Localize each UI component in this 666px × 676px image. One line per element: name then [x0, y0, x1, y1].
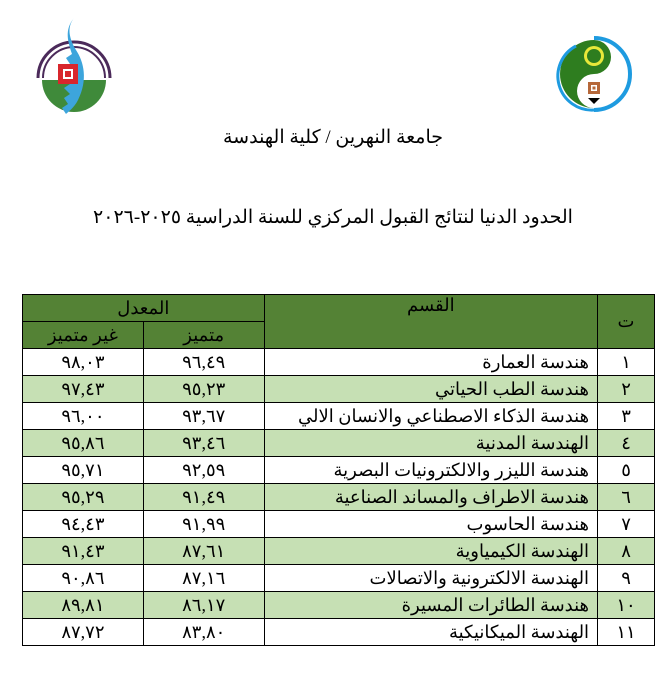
table-row: [23, 619, 655, 646]
row-index: ٦: [598, 484, 655, 511]
row-index: ٢: [598, 376, 655, 403]
row-distinguished-rate: ٩١,٤٩: [143, 484, 264, 511]
row-department: هندسة الحاسوب: [264, 511, 597, 538]
admission-table: [22, 294, 655, 646]
row-distinguished-rate: ٨٦,١٧: [143, 592, 264, 619]
table-row: [23, 565, 655, 592]
header-department: القسم: [264, 295, 597, 349]
row-distinguished-rate: ٩١,٩٩: [143, 511, 264, 538]
row-index: ٨: [598, 538, 655, 565]
row-distinguished-rate: ٩٣,٦٧: [143, 403, 264, 430]
row-non-distinguished-rate: ٨٧,٧٢: [23, 619, 144, 646]
row-distinguished-rate: ٨٧,٦١: [143, 538, 264, 565]
row-distinguished-rate: ٩٦,٤٩: [143, 349, 264, 376]
row-non-distinguished-rate: ٩٥,٧١: [23, 457, 144, 484]
row-department: هندسة الاطراف والمساند الصناعية: [264, 484, 597, 511]
table-row: [23, 430, 655, 457]
row-index: ١٠: [598, 592, 655, 619]
header-non-distinguished: غير متميز: [23, 322, 144, 349]
row-non-distinguished-rate: ٩٦,٠٠: [23, 403, 144, 430]
table-row: [23, 349, 655, 376]
row-department: الهندسة الميكانيكية: [264, 619, 597, 646]
table-row: [23, 592, 655, 619]
row-non-distinguished-rate: ٩٥,٢٩: [23, 484, 144, 511]
row-index: ١١: [598, 619, 655, 646]
row-department: هندسة الطب الحياتي: [264, 376, 597, 403]
row-non-distinguished-rate: ٨٩,٨١: [23, 592, 144, 619]
college-of-engineering-logo: [32, 14, 116, 124]
row-non-distinguished-rate: ٩٤,٤٣: [23, 511, 144, 538]
row-index: ٣: [598, 403, 655, 430]
table-row: [23, 511, 655, 538]
row-distinguished-rate: ٩٣,٤٦: [143, 430, 264, 457]
admission-limits-subtitle: الحدود الدنيا لنتائج القبول المركزي للسنة الدراسية ٢٠٢٥-٢٠٢٦: [93, 207, 573, 228]
row-non-distinguished-rate: ٩٥,٨٦: [23, 430, 144, 457]
table-row: [23, 538, 655, 565]
table-row: [23, 457, 655, 484]
row-index: ٤: [598, 430, 655, 457]
row-distinguished-rate: ٨٧,١٦: [143, 565, 264, 592]
row-non-distinguished-rate: ٩٨,٠٣: [23, 349, 144, 376]
header-index: ت: [598, 295, 655, 349]
header-distinguished: متميز: [143, 322, 264, 349]
table-row: [23, 376, 655, 403]
row-department: هندسة الذكاء الاصطناعي والانسان الالي: [264, 403, 597, 430]
row-index: ٩: [598, 565, 655, 592]
row-distinguished-rate: ٩٥,٢٣: [143, 376, 264, 403]
table-row: [23, 484, 655, 511]
row-department: الهندسة الالكترونية والاتصالات: [264, 565, 597, 592]
row-index: ٧: [598, 511, 655, 538]
row-distinguished-rate: ٨٣,٨٠: [143, 619, 264, 646]
university-college-title: جامعة النهرين / كلية الهندسة: [222, 127, 444, 148]
row-index: ٥: [598, 457, 655, 484]
row-department: هندسة العمارة: [264, 349, 597, 376]
row-non-distinguished-rate: ٩١,٤٣: [23, 538, 144, 565]
row-department: هندسة الليزر والالكترونيات البصرية: [264, 457, 597, 484]
row-non-distinguished-rate: ٩٧,٤٣: [23, 376, 144, 403]
table-row: [23, 403, 655, 430]
row-non-distinguished-rate: ٩٠,٨٦: [23, 565, 144, 592]
row-index: ١: [598, 349, 655, 376]
al-nahrain-university-logo: [554, 34, 634, 114]
row-department: الهندسة الكيمياوية: [264, 538, 597, 565]
row-department: هندسة الطائرات المسيرة: [264, 592, 597, 619]
row-department: الهندسة المدنية: [264, 430, 597, 457]
header-rate-group: المعدل: [23, 295, 265, 322]
row-distinguished-rate: ٩٢,٥٩: [143, 457, 264, 484]
